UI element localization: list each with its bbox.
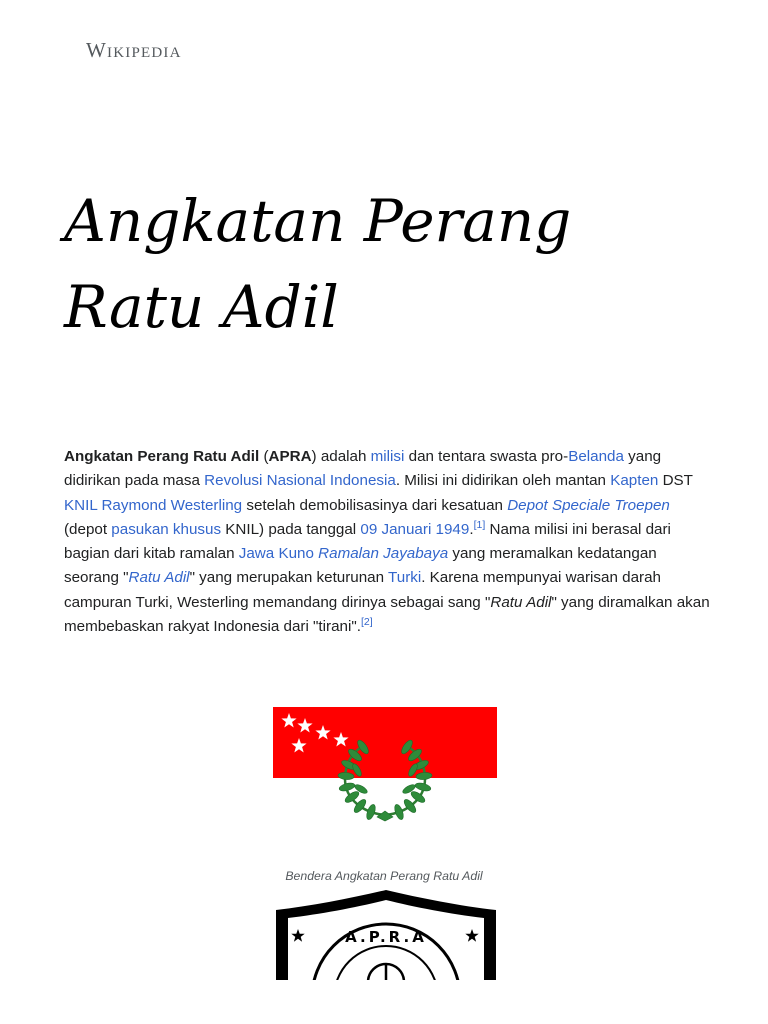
link-milisi[interactable]: milisi (370, 448, 405, 465)
text-run: (depot (64, 520, 112, 538)
text-run: yang meramalkan kedatangan seorang " (64, 545, 657, 587)
figure-caption: Bendera Angkatan Perang Ratu Adil (285, 869, 483, 883)
bold-abbreviation: APRA (268, 448, 312, 465)
emblem-text: A.P.R.A (345, 928, 427, 946)
link-ramalan-jayabaya[interactable] (318, 545, 448, 562)
text-run: " yang merupakan keturunan (189, 569, 389, 587)
italic-term: Ratu Adil (490, 593, 552, 611)
text-run: ) adalah (311, 448, 371, 465)
link-raymond-westerling[interactable]: Raymond Westerling (101, 496, 243, 514)
text-run: " yang diramalkan akan membebaskan rakyat Indonesia dari "tirani". (64, 593, 710, 636)
bold-term: Angkatan Perang Ratu Adil (64, 448, 260, 465)
italic-link-text[interactable]: Depot Speciale Troepen (507, 496, 670, 514)
reference-link-2[interactable]: [2] (360, 616, 373, 629)
link-revolusi-nasional-indonesia[interactable]: Revolusi Nasional Indonesia (204, 472, 396, 490)
link-ratu-adil[interactable] (129, 569, 190, 586)
text-run: DST (658, 472, 693, 490)
text-run: ( (259, 448, 269, 465)
text-run: . (469, 520, 474, 538)
link-jawa-kuno[interactable]: Jawa Kuno (238, 545, 314, 563)
reference-link-1[interactable]: [1] (473, 518, 486, 531)
text-run: KNIL) pada tanggal (221, 520, 361, 538)
link-turki[interactable]: Turki (388, 569, 422, 587)
apra-flag-image[interactable] (273, 707, 497, 849)
reference-2[interactable] (361, 616, 373, 628)
text-run: setelah demobilisasinya dari kesatuan (242, 496, 508, 514)
link-pasukan-khusus[interactable]: pasukan khusus (111, 520, 222, 538)
text-run: Nama milisi ini berasal dari bagian dari kitab ramalan (64, 520, 671, 563)
reference-1[interactable] (474, 519, 486, 531)
flag-red-band (273, 707, 497, 778)
link-09-januari-1949[interactable]: 09 Januari 1949 (360, 520, 470, 538)
wikipedia-wordmark[interactable]: Wikipedia (86, 38, 182, 62)
link-belanda[interactable]: Belanda (568, 448, 624, 465)
link-knil[interactable]: KNIL (64, 496, 98, 514)
italic-link-text[interactable]: Ramalan Jayabaya (318, 545, 449, 563)
text-run: . Milisi ini didirikan oleh mantan (395, 472, 611, 490)
page-title: Angkatan Perang Ratu Adil (64, 187, 572, 341)
text-run: . Karena mempunyai warisan darah campuran Turki, Westerling memandang dirinya sebagai sang " (64, 569, 661, 611)
text-run: dan tentara swasta pro- (404, 448, 569, 465)
link-kapten[interactable]: Kapten (610, 472, 659, 490)
apra-emblem-image[interactable] (272, 888, 500, 980)
text-run: yang didirikan pada masa (64, 448, 662, 490)
link-depot-speciale-troepen[interactable] (507, 497, 670, 514)
article-intro-paragraph (64, 445, 714, 639)
italic-link-text[interactable]: Ratu Adil (128, 569, 190, 587)
